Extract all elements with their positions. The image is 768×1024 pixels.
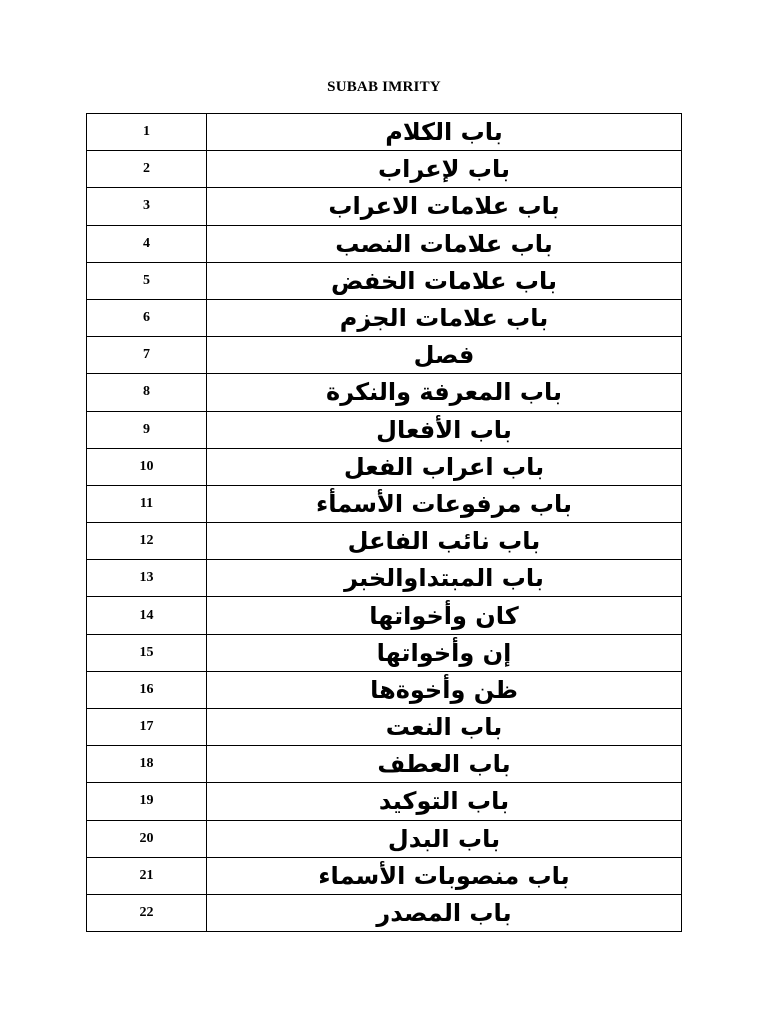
table-row bbox=[87, 337, 682, 374]
table-row bbox=[87, 485, 682, 522]
table-row bbox=[87, 114, 682, 151]
table-row bbox=[87, 709, 682, 746]
chapter-number: 7 bbox=[87, 337, 207, 374]
chapter-number: 22 bbox=[87, 894, 207, 931]
chapter-table-body bbox=[87, 114, 682, 932]
chapter-number: 20 bbox=[87, 820, 207, 857]
table-row bbox=[87, 374, 682, 411]
chapter-title: باب المبتداوالخبر bbox=[207, 560, 682, 597]
chapter-title: باب البدل bbox=[207, 820, 682, 857]
chapter-table bbox=[86, 113, 682, 932]
chapter-title: باب التوكيد bbox=[207, 783, 682, 820]
chapter-title: باب علامات الاعراب bbox=[207, 188, 682, 225]
chapter-title: باب مرفوعات الأسمأء bbox=[207, 485, 682, 522]
table-row bbox=[87, 634, 682, 671]
chapter-title: باب الأفعال bbox=[207, 411, 682, 448]
chapter-title: باب منصوبات الأسماء bbox=[207, 857, 682, 894]
chapter-title: فصل bbox=[207, 337, 682, 374]
chapter-title: باب علامات الخفض bbox=[207, 262, 682, 299]
chapter-title: باب المعرفة والنكرة bbox=[207, 374, 682, 411]
chapter-number: 14 bbox=[87, 597, 207, 634]
chapter-title: باب نائب الفاعل bbox=[207, 523, 682, 560]
chapter-number: 5 bbox=[87, 262, 207, 299]
chapter-number: 18 bbox=[87, 746, 207, 783]
table-row bbox=[87, 894, 682, 931]
chapter-number: 1 bbox=[87, 114, 207, 151]
table-row bbox=[87, 746, 682, 783]
chapter-number: 6 bbox=[87, 299, 207, 336]
table-row bbox=[87, 560, 682, 597]
chapter-title: باب علامات النصب bbox=[207, 225, 682, 262]
table-row bbox=[87, 523, 682, 560]
chapter-title: باب لإعراب bbox=[207, 151, 682, 188]
chapter-title: باب المصدر bbox=[207, 894, 682, 931]
chapter-number: 9 bbox=[87, 411, 207, 448]
chapter-number: 13 bbox=[87, 560, 207, 597]
chapter-number: 16 bbox=[87, 671, 207, 708]
table-row bbox=[87, 225, 682, 262]
chapter-title: إن وأخواتها bbox=[207, 634, 682, 671]
table-row bbox=[87, 671, 682, 708]
table-row bbox=[87, 262, 682, 299]
chapter-title: باب العطف bbox=[207, 746, 682, 783]
chapter-number: 3 bbox=[87, 188, 207, 225]
table-row bbox=[87, 448, 682, 485]
table-row bbox=[87, 597, 682, 634]
chapter-number: 15 bbox=[87, 634, 207, 671]
table-row bbox=[87, 151, 682, 188]
chapter-number: 8 bbox=[87, 374, 207, 411]
table-row bbox=[87, 783, 682, 820]
chapter-title: باب علامات الجزم bbox=[207, 299, 682, 336]
chapter-title: باب النعت bbox=[207, 709, 682, 746]
chapter-number: 19 bbox=[87, 783, 207, 820]
page-title: SUBAB IMRITY bbox=[327, 79, 441, 95]
chapter-number: 12 bbox=[87, 523, 207, 560]
table-row bbox=[87, 857, 682, 894]
table-row bbox=[87, 188, 682, 225]
chapter-number: 21 bbox=[87, 857, 207, 894]
chapter-title: كان وأخواتها bbox=[207, 597, 682, 634]
chapter-number: 11 bbox=[87, 485, 207, 522]
chapter-number: 17 bbox=[87, 709, 207, 746]
table-row bbox=[87, 820, 682, 857]
chapter-title: باب الكلام bbox=[207, 114, 682, 151]
table-row bbox=[87, 411, 682, 448]
chapter-title: باب اعراب الفعل bbox=[207, 448, 682, 485]
table-row bbox=[87, 299, 682, 336]
chapter-number: 4 bbox=[87, 225, 207, 262]
chapter-title: ظن وأخوةها bbox=[207, 671, 682, 708]
chapter-number: 2 bbox=[87, 151, 207, 188]
chapter-number: 10 bbox=[87, 448, 207, 485]
